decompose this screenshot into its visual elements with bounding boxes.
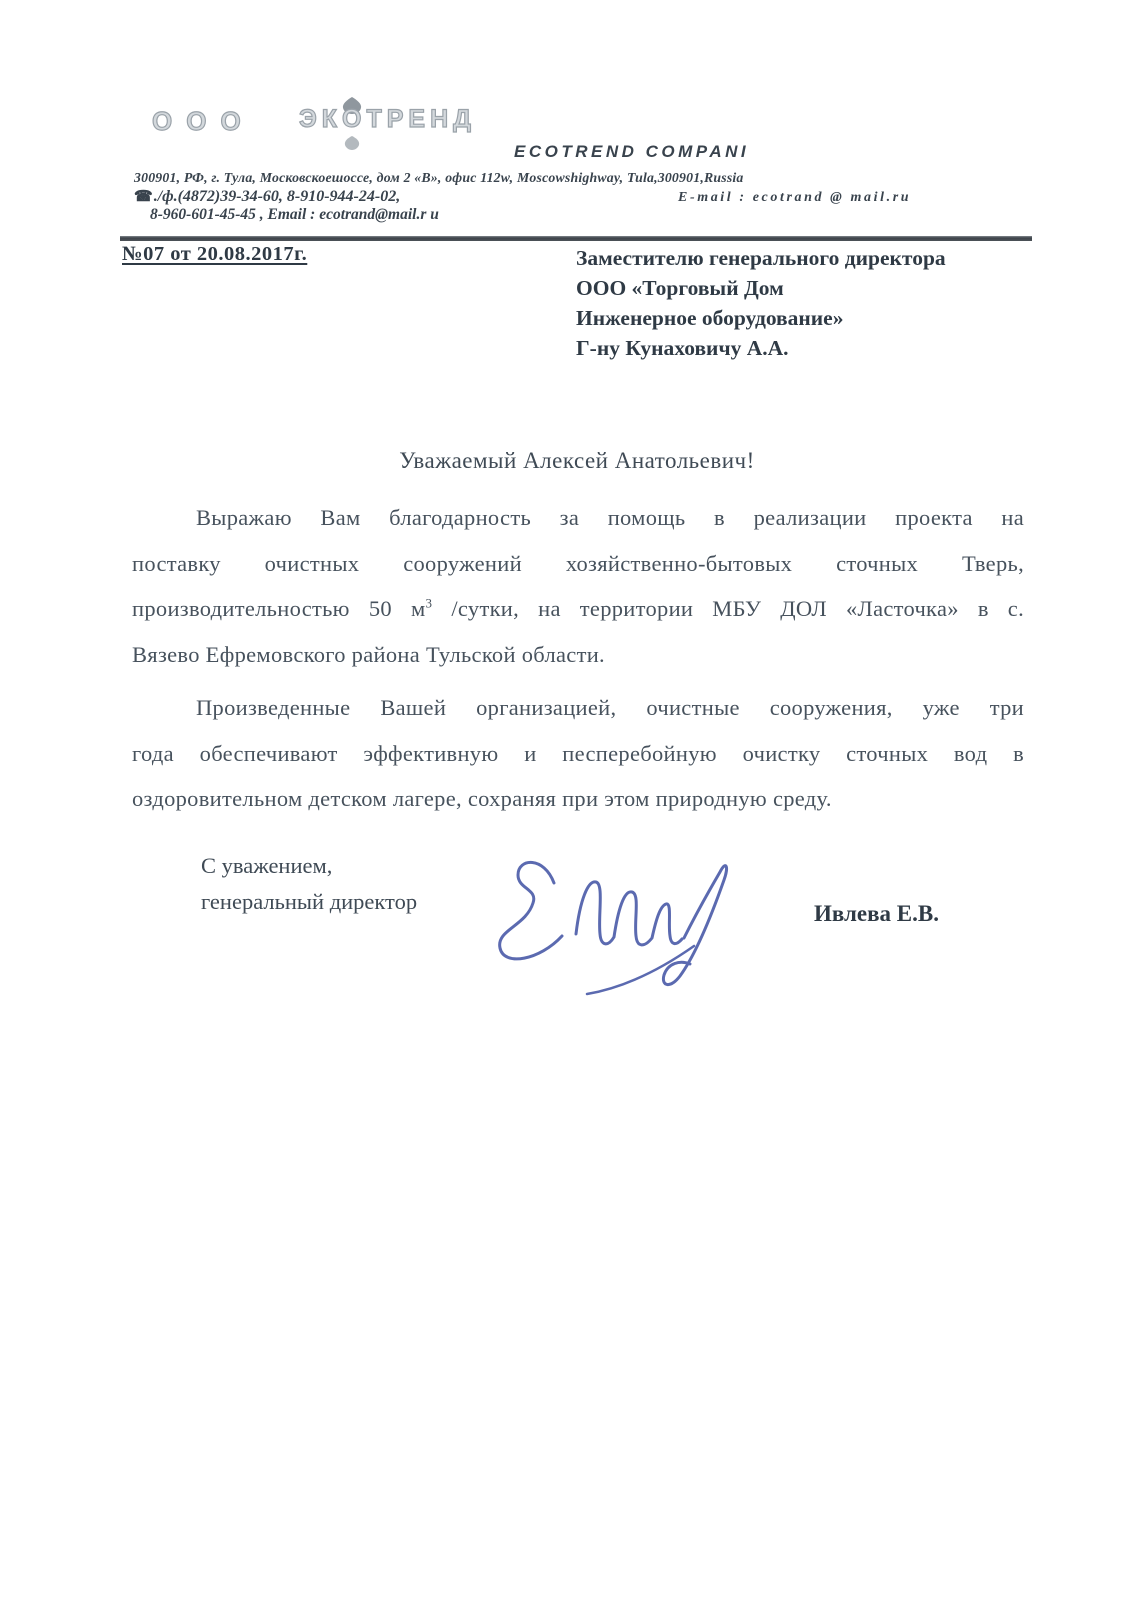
line-text: производительностью 50 м bbox=[132, 596, 426, 621]
logo-ooo-text: ООО bbox=[152, 106, 255, 136]
pinecone-icon bbox=[341, 135, 363, 150]
company-address: 300901, РФ, г. Тула, Московскоешоссе, дом 2 «В», офис 112w, Moscowshighway, Tula,300901,Russia bbox=[134, 170, 744, 185]
header-divider-rule bbox=[120, 236, 1032, 241]
paragraph-line: года обеспечивают эффективную и песперебойную очистку сточных вод в bbox=[132, 740, 1024, 766]
email-address-right: E-mail : ecotrand @ mail.ru bbox=[678, 190, 912, 205]
closing-regards: С уважением, bbox=[201, 853, 333, 878]
phone-icon: ☎ bbox=[134, 189, 153, 205]
logo-brand-text: ЭКОТРЕНД bbox=[299, 105, 476, 133]
handwritten-signature bbox=[492, 838, 752, 1008]
recipient-line: Инженерное оборудование» bbox=[576, 306, 844, 330]
paragraph-line bbox=[132, 586, 1024, 632]
body-paragraph-2 bbox=[132, 685, 1024, 822]
company-name-en: ECOTREND COMPANI bbox=[514, 142, 750, 161]
recipient-line: Заместителю генерального директора bbox=[576, 246, 946, 270]
paragraph-line: оздоровительном детском лагере, сохраняя при этом природную среду. bbox=[132, 786, 832, 811]
paragraph-line: поставку очистных сооружений хозяйственно-бытовых сточных Тверь, bbox=[132, 550, 1024, 576]
phone-line-2: 8-960-601-45-45 , Email : ecotrand@mail.r u bbox=[150, 206, 439, 223]
phone-numbers: ./ф.(4872)39-34-60, 8-910-944-24-02, bbox=[153, 188, 401, 205]
salutation: Уважаемый Алексей Анатольевич! bbox=[399, 448, 755, 473]
reference-number-date: №07 от 20.08.2017г. bbox=[122, 243, 308, 265]
closing-block bbox=[201, 848, 417, 920]
paragraph-line: Произведенные Вашей организацией, очистные сооружения, уже три bbox=[196, 695, 1024, 720]
closing-position: генеральный директор bbox=[201, 889, 418, 914]
phone-line-1 bbox=[134, 187, 400, 206]
paragraph-line: Вязево Ефремовского района Тульской области. bbox=[132, 641, 605, 667]
line-text: /сутки, на территории МБУ ДОЛ «Ласточка» в с. bbox=[432, 596, 1024, 621]
signer-name: Ивлева Е.В. bbox=[814, 901, 939, 926]
cubic-meter-superscript: 3 bbox=[425, 595, 433, 611]
recipient-line: Г-ну Кунаховичу А.А. bbox=[576, 336, 789, 360]
paragraph-line: Выражаю Вам благодарность за помощь в реализации проекта на bbox=[196, 505, 1024, 530]
body-paragraph-1 bbox=[132, 495, 1024, 677]
recipient-block bbox=[576, 243, 946, 363]
recipient-line: ООО «Торговый Дом bbox=[576, 276, 784, 300]
